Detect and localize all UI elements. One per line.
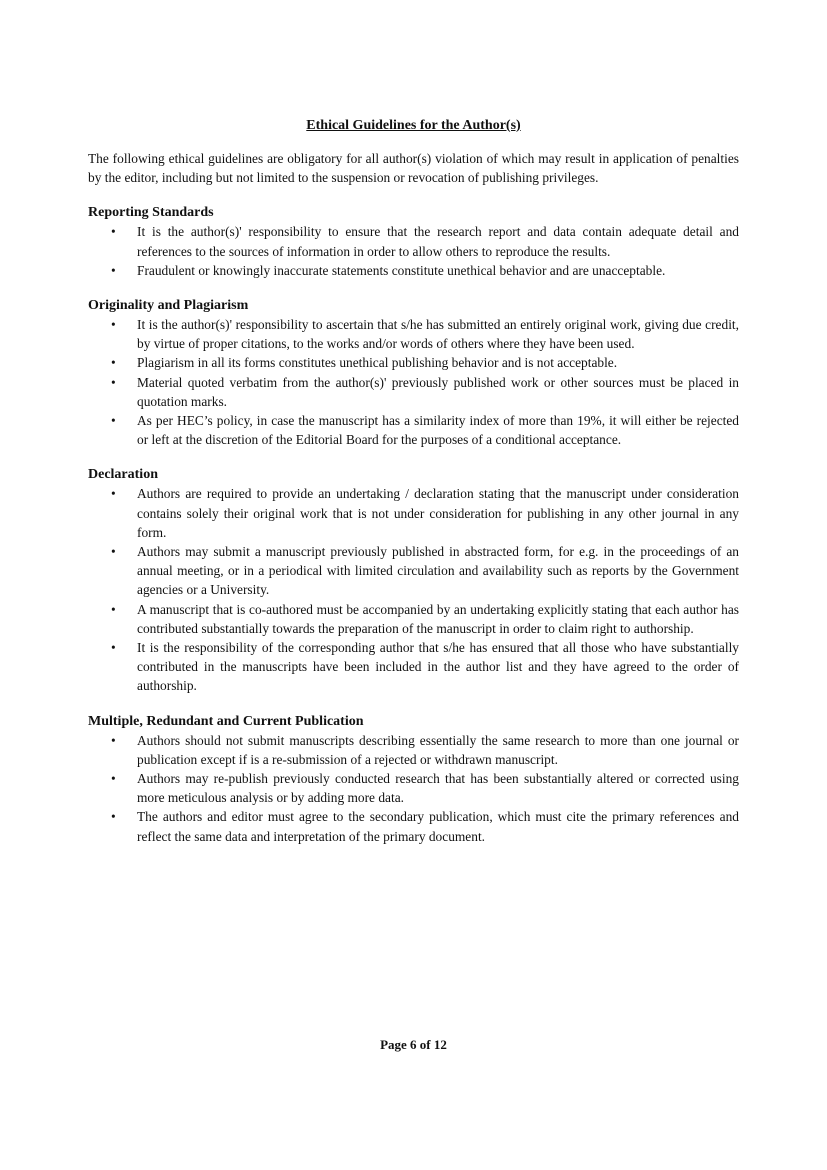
list-item-text: Authors may re-publish previously conducted research that has been substantially altered or corrected using more meticulous analysis or by adding more data.	[137, 771, 739, 806]
list-item-text: A manuscript that is co-authored must be accompanied by an undertaking explicitly stating that each author has contributed substantially towards the preparation of the manuscript in order to claim right to authorship.	[137, 601, 739, 636]
list-item-text: Authors are required to provide an undertaking / declaration stating that the manuscript under consideration contains solely their original work that is not under consideration for publishing in any other journal in any form.	[137, 486, 739, 540]
list-item-text: Material quoted verbatim from the author(s)' previously published work or other sources must be placed in quotation marks.	[137, 374, 739, 409]
list-item-text: It is the responsibility of the corresponding author that s/he has ensured that all those who have substantially contributed in the manuscripts have been included in the author list and they have agreed to the order of authorship.	[137, 640, 739, 694]
section-heading: Multiple, Redundant and Current Publication	[88, 713, 364, 729]
page-number: Page 6 of 12	[380, 1037, 447, 1052]
list-item-text: Fraudulent or knowingly inaccurate statements constitute unethical behavior and are unacceptable.	[137, 262, 666, 278]
list-item	[88, 542, 739, 600]
bullet-list	[88, 222, 739, 280]
list-item	[88, 411, 739, 449]
bullet-icon: •	[111, 317, 116, 333]
list-item	[88, 731, 739, 769]
list-item-text: It is the author(s)' responsibility to ensure that the research report and data contain adequate detail and references to the sources of information in order to allow others to reproduce the results.	[137, 224, 739, 259]
section-heading: Reporting Standards	[88, 205, 214, 221]
bullet-icon: •	[111, 355, 116, 371]
bullet-icon: •	[111, 732, 116, 748]
bullet-icon: •	[111, 413, 116, 429]
list-item-text: Authors may submit a manuscript previously published in abstracted form, for e.g. in the proceedings of an annual meeting, or in a periodical with limited circulation and availability such as reports by the Government agencies or a University.	[137, 544, 739, 598]
section-heading: Originality and Plagiarism	[88, 298, 249, 314]
bullet-icon: •	[111, 544, 116, 560]
document-title: Ethical Guidelines for the Author(s)	[306, 118, 521, 133]
bullet-list	[88, 731, 739, 846]
section-originality-plagiarism	[88, 296, 739, 449]
intro-paragraph: The following ethical guidelines are obligatory for all author(s) violation of which may result in application of penalties by the editor, including but not limited to the suspension or revocation of publishing privileges.	[88, 151, 739, 186]
bullet-icon: •	[111, 374, 116, 390]
list-item-text: As per HEC’s policy, in case the manuscript has a similarity index of more than 19%, it will either be rejected or left at the discretion of the Editorial Board for the purposes of a conditional acceptance.	[137, 413, 739, 448]
section-heading: Declaration	[88, 467, 158, 483]
list-item	[88, 769, 739, 807]
list-item	[88, 353, 739, 372]
list-item	[88, 315, 739, 353]
bullet-icon: •	[111, 262, 116, 278]
list-item-text: It is the author(s)' responsibility to ascertain that s/he has submitted an entirely original work, giving due credit, by virtue of proper citations, to the works and/or words of others where they have been used.	[137, 317, 739, 352]
list-item-text: Plagiarism in all its forms constitutes unethical publishing behavior and is not acceptable.	[137, 355, 618, 371]
list-item	[88, 484, 739, 542]
bullet-icon: •	[111, 809, 116, 825]
list-item	[88, 222, 739, 260]
document-page	[88, 116, 739, 862]
bullet-icon: •	[111, 224, 116, 240]
list-item-text: The authors and editor must agree to the secondary publication, which must cite the primary references and reflect the same data and interpretation of the primary document.	[137, 809, 739, 844]
bullet-icon: •	[111, 601, 116, 617]
section-reporting-standards	[88, 203, 739, 280]
bullet-list	[88, 315, 739, 449]
section-multiple-redundant-publication	[88, 712, 739, 846]
bullet-icon: •	[111, 486, 116, 502]
list-item	[88, 261, 739, 280]
bullet-icon: •	[111, 640, 116, 656]
bullet-icon: •	[111, 771, 116, 787]
list-item	[88, 600, 739, 638]
list-item	[88, 638, 739, 696]
list-item	[88, 807, 739, 845]
bullet-list	[88, 484, 739, 695]
section-declaration	[88, 465, 739, 695]
list-item	[88, 373, 739, 411]
list-item-text: Authors should not submit manuscripts describing essentially the same research to more than one journal or publication except if is a re-submission of a rejected or withdrawn manuscript.	[137, 732, 739, 767]
